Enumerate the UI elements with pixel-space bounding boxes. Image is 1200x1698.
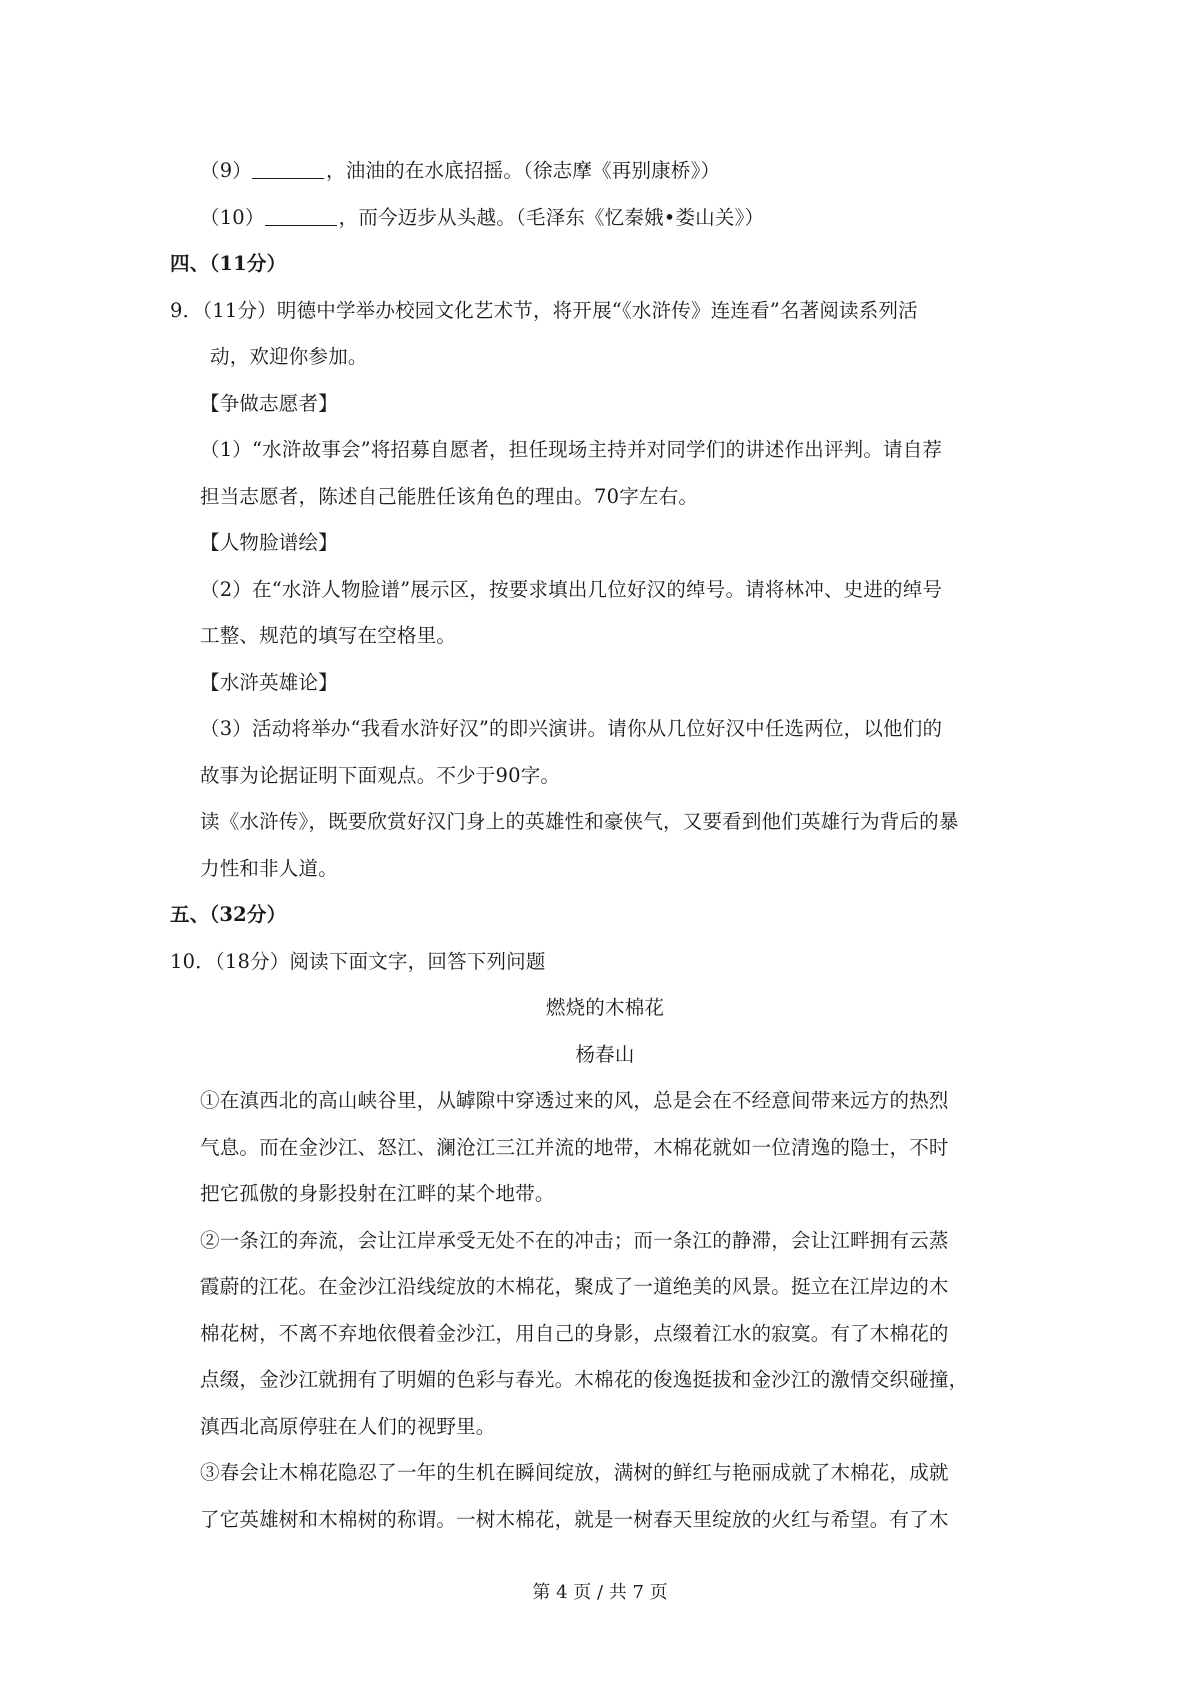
paragraph-2-cont: 点缀，金沙江就拥有了明媚的色彩与春光。木棉花的俊逸挺拔和金沙江的激情交织碰撞， <box>200 1368 969 1391</box>
paragraph-3: ③春会让木棉花隐忍了一年的生机在瞬间绽放，满树的鲜红与艳丽成就了木棉花，成就 <box>200 1461 949 1484</box>
question-10-text: 10．（18分）阅读下面文字，回答下列问题 <box>170 949 546 973</box>
poem-fill-10 <box>170 195 1040 242</box>
poem-fill-9 <box>170 148 1040 195</box>
subquestion-3-cont: 故事为论据证明下面观点。不少于90字。 <box>200 763 561 787</box>
subquestion-1-cont: 担当志愿者，陈述自己能胜任该角色的理由。70字左右。 <box>200 484 699 508</box>
subquestion-2-cont: 工整、规范的填写在空格里。 <box>200 624 457 647</box>
paragraph-2-cont: 霞蔚的江花。在金沙江沿线绽放的木棉花，聚成了一道绝美的风景。挺立在江岸边的木 <box>200 1275 949 1298</box>
answer-blank[interactable] <box>265 205 337 226</box>
page-footer: 第 4 页 / 共 7 页 <box>532 1582 668 1603</box>
answer-blank[interactable] <box>252 158 324 179</box>
article-author: 杨春山 <box>575 1042 635 1066</box>
item-number: （10） <box>200 205 265 229</box>
subheading-volunteer: 【争做志愿者】 <box>200 391 338 415</box>
paragraph-3-cont: 了它英雄树和木棉树的称谓。一树木棉花，就是一树春天里绽放的火红与希望。有了木 <box>200 1507 949 1531</box>
viewpoint-text-cont: 力性和非人道。 <box>200 856 338 880</box>
page-content <box>170 148 1040 1543</box>
paragraph-2: ②一条江的奔流，会让江岸承受无处不在的冲击；而一条江的静滞，会让江畔拥有云蒸 <box>200 1228 949 1252</box>
question-9-text-cont: 动，欢迎你参加。 <box>210 345 368 368</box>
subquestion-3: （3）活动将举办“我看水浒好汉”的即兴演讲。请你从几位好汉中任选两位，以他们的 <box>200 717 943 740</box>
question-9-text: 9．（11分）明德中学举办校园文化艺术节，将开展“《水浒传》连连看”名著阅读系列活 <box>170 298 918 322</box>
subheading-heroes: 【水浒英雄论】 <box>200 670 338 694</box>
viewpoint-text: 读《水浒传》，既要欣赏好汉门身上的英雄性和豪侠气，又要看到他们英雄行为背后的暴 <box>200 810 959 833</box>
subheading-faces: 【人物脸谱绘】 <box>200 531 338 554</box>
paragraph-1-cont: 把它孤傲的身影投射在江畔的某个地带。 <box>200 1182 555 1205</box>
paragraph-2-cont: 棉花树，不离不弃地依偎着金沙江，用自己的身影，点缀着江水的寂寞。有了木棉花的 <box>200 1321 949 1345</box>
subquestion-1: （1）“水浒故事会”将招募自愿者，担任现场主持并对同学们的讲述作出评判。请自荐 <box>200 438 943 461</box>
item-text: ，油油的在水底招摇。（徐志摩《再别康桥》） <box>326 159 721 182</box>
article-title: 燃烧的木棉花 <box>545 996 665 1019</box>
item-number: （9） <box>200 159 253 182</box>
section-heading-5: 五、（32分） <box>170 903 287 926</box>
item-text: ，而今迈步从头越。（毛泽东《忆秦娥•娄山关》） <box>338 205 765 229</box>
subquestion-2: （2）在“水浒人物脸谱”展示区，按要求填出几位好汉的绰号。请将林冲、史进的绰号 <box>200 577 943 601</box>
paragraph-2-cont: 滇西北高原停驻在人们的视野里。 <box>200 1414 496 1438</box>
paragraph-1-cont: 气息。而在金沙江、怒江、澜沧江三江并流的地带，木棉花就如一位清逸的隐士，不时 <box>200 1135 949 1159</box>
paragraph-1: ①在滇西北的高山峡谷里，从罅隙中穿透过来的风，总是会在不经意间带来远方的热烈 <box>200 1089 949 1112</box>
section-heading-4: 四、（11分） <box>170 252 287 275</box>
